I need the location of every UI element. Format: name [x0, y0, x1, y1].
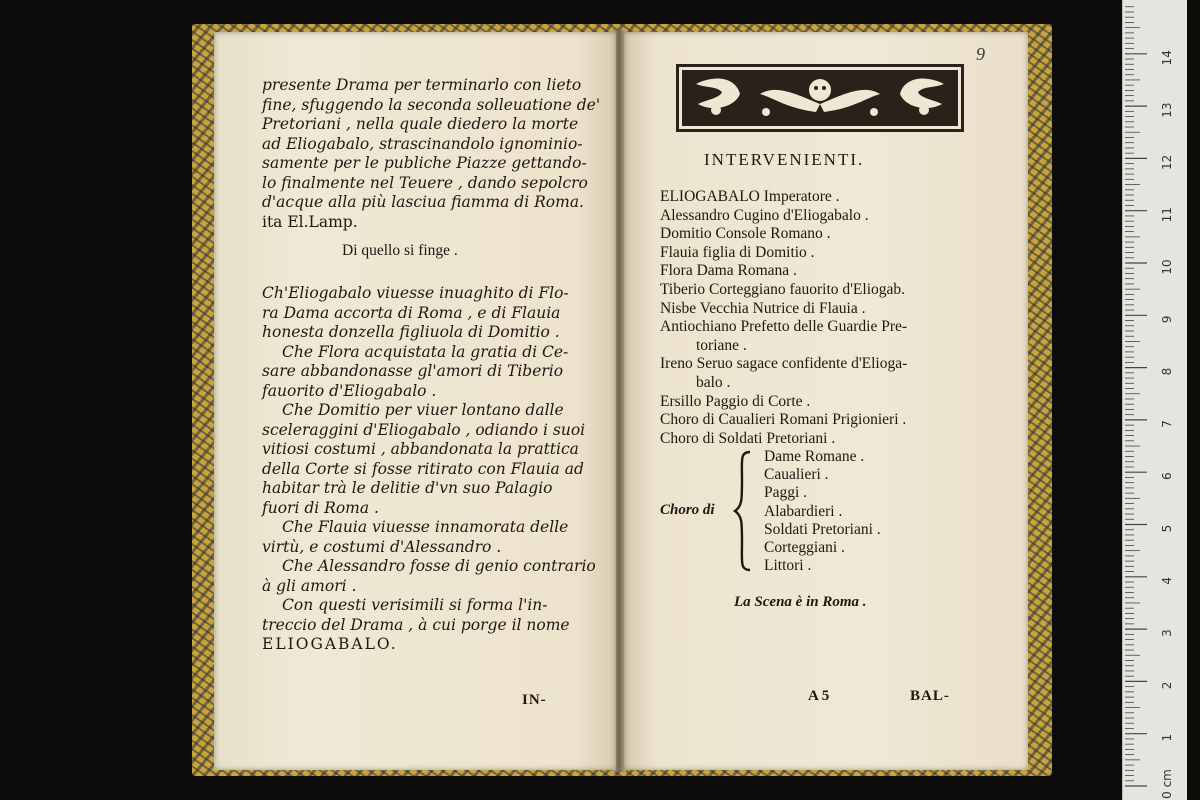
choro-item: Caualieri .: [764, 466, 829, 484]
text-line: Che Flauia viuesse innamorata delle: [282, 518, 569, 536]
text-line: Che Domitio per viuer lontano dalle: [282, 401, 564, 419]
text-line: habitar trà le delitie d'vn suo Palagio: [262, 479, 553, 497]
choro-item: Paggi .: [764, 484, 808, 502]
ruler-label: 5: [1160, 524, 1174, 533]
ruler-label: 12: [1160, 154, 1174, 171]
text-line: Che Flora acquistata la gratia di Ce-: [282, 342, 569, 361]
text-line: fuori di Roma .: [262, 498, 379, 517]
ruler-label: 4: [1160, 576, 1174, 585]
text-line: d'acque alla più lasciua fiamma di Roma.: [262, 193, 584, 211]
ruler-label: 14: [1160, 50, 1174, 66]
text-line: sare abbandonasse gl'amori di Tiberio: [262, 362, 564, 380]
cast-item: Nisbe Vecchia Nutrice di Flauia .: [660, 299, 866, 317]
choro-item: Alabardieri .: [764, 502, 843, 520]
catchword: IN-: [522, 692, 547, 708]
cast-item: Flauia figlia di Domitio .: [660, 243, 815, 261]
cast-item: Antiochiano Prefetto delle Guardie Pre-: [660, 318, 908, 336]
text-line: sceleraggini d'Eliogabalo , odiando i suoi: [262, 420, 586, 439]
cast-item: ELIOGABALO Imperatore .: [660, 188, 840, 205]
text-line: honesta donzella figliuola di Domitio .: [262, 323, 560, 341]
cast-item: Ireno Seruo sagace confidente d'Elioga-: [660, 355, 908, 373]
text-line: Con questi verisimili si forma l'in-: [282, 596, 548, 614]
curly-brace-icon: [732, 450, 754, 572]
cast-item: Alessandro Cugino d'Eliogabalo .: [660, 206, 869, 224]
ruler-label: 13: [1160, 102, 1174, 118]
choro-item: Soldati Pretoriani .: [764, 520, 881, 538]
ruler-label: 9: [1160, 315, 1174, 324]
text-line: Pretoriani , nella quale diedero la morte: [262, 115, 579, 133]
cast-item: Tiberio Corteggiano fauorito d'Eliogab.: [660, 280, 906, 298]
intro-paragraph: [262, 76, 602, 232]
text-line: treccio del Drama , à cui porge il nome: [262, 615, 570, 634]
text-line: presente Drama per terminarlo con lieto: [262, 76, 582, 94]
cast-item: balo .: [696, 373, 731, 391]
choro-list: [764, 448, 881, 575]
text-line: samente per le publiche Piazze gettando-: [262, 154, 587, 172]
text-line: lo finalmente nel Teuere , dando sepolcro: [262, 173, 588, 192]
ruler-label: 1: [1160, 733, 1174, 742]
text-line: virtù, e costumi d'Alessandro .: [262, 537, 502, 556]
ruler-label: 8: [1160, 367, 1174, 376]
choro-item: Littori .: [764, 557, 812, 575]
choro-item: Dame Romane .: [764, 448, 865, 465]
signature-mark: A 5: [808, 688, 830, 704]
catchword: BAL-: [910, 688, 950, 704]
text-line: ELIOGABALO.: [262, 635, 398, 653]
argument-paragraph: [262, 284, 602, 655]
measuring-ruler: [1122, 0, 1187, 800]
text-line: vitiosi costumi , abbandonata la prattica: [262, 440, 579, 458]
scene-note: La Scena è in Roma .: [734, 594, 867, 610]
section-heading: Di quello si finge .: [342, 242, 458, 259]
cast-item: Domitio Console Romano .: [660, 225, 831, 243]
cast-title: INTERVENIENTI.: [704, 150, 865, 169]
text-line: ad Eliogabalo, strascinandolo ignominio-: [262, 134, 583, 153]
text-line: Che Alessandro fosse di genio contrario: [282, 557, 596, 575]
right-page: [624, 32, 1028, 770]
text-line: fine, sfuggendo la seconda solleuatione de': [262, 95, 601, 114]
ruler-scale: [1123, 0, 1187, 800]
ruler-label: 3: [1160, 629, 1174, 637]
ruler-label: 0 cm: [1160, 769, 1174, 799]
text-line: ra Dama accorta di Roma , e di Flauia: [262, 303, 561, 322]
cast-item: Choro di Soldati Pretoriani .: [660, 429, 836, 447]
choro-item: Corteggiani .: [764, 539, 845, 557]
ruler-label: 7: [1160, 420, 1174, 428]
text-line: à gli amori .: [262, 576, 357, 595]
ruler-label: 6: [1160, 472, 1174, 481]
cast-item: Flora Dama Romana .: [660, 262, 797, 280]
cast-item: Choro di Caualieri Romani Prigionieri .: [660, 411, 907, 429]
cast-item: toriane .: [696, 336, 747, 354]
text-line: ita El.Lamp.: [262, 212, 358, 231]
ruler-label: 11: [1160, 207, 1174, 223]
left-page: [214, 32, 616, 770]
ruler-label: 2: [1160, 681, 1174, 690]
cast-list: [660, 188, 1020, 448]
page-number: 9: [976, 44, 985, 64]
choro-label: Choro di: [660, 502, 715, 518]
cast-item: Ersillo Paggio di Corte .: [660, 392, 811, 410]
ornament-headpiece-icon: [676, 64, 964, 132]
text-line: fauorito d'Eliogabalo .: [262, 381, 437, 400]
text-line: Ch'Eliogabalo viuesse inuaghito di Flo-: [262, 284, 569, 302]
text-line: della Corte si fosse ritirato con Flauia ad: [262, 459, 584, 478]
ruler-label: 10: [1160, 259, 1174, 275]
